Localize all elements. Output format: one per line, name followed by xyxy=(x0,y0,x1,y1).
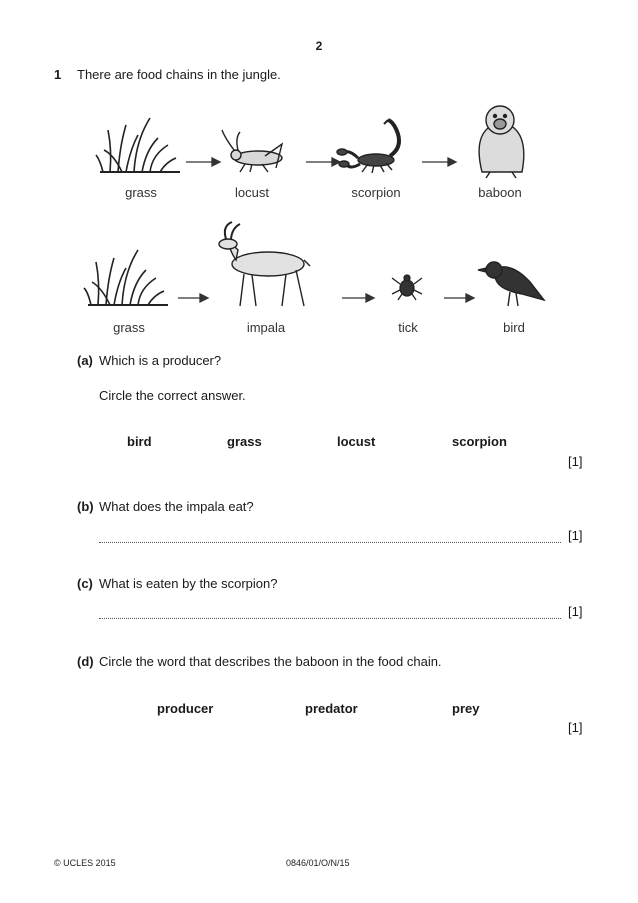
footer-copyright: © UCLES 2015 xyxy=(54,858,116,868)
chain2-label-bird: bird xyxy=(503,320,525,335)
page-number: 2 xyxy=(315,39,323,53)
option-prey[interactable]: prey xyxy=(452,701,480,716)
part-d-marks: [1] xyxy=(568,720,583,735)
part-c-answer-line[interactable] xyxy=(99,618,561,619)
chain1-label-baboon: baboon xyxy=(478,185,522,200)
part-b-answer-line[interactable] xyxy=(99,542,561,543)
food-chain-2-arrows xyxy=(0,291,638,305)
chain2-label-impala: impala xyxy=(246,320,286,335)
part-a-question: Which is a producer? xyxy=(99,353,222,368)
question-stem: There are food chains in the jungle. xyxy=(77,67,281,82)
option-predator[interactable]: predator xyxy=(305,701,358,716)
part-d-question: Circle the word that describes the baboon in the food chain. xyxy=(99,654,442,669)
footer-paper-code: 0846/01/O/N/15 xyxy=(286,858,350,868)
option-bird[interactable]: bird xyxy=(127,434,152,449)
chain1-label-locust: locust xyxy=(235,185,269,200)
part-c-question: What is eaten by the scorpion? xyxy=(99,576,278,591)
option-grass[interactable]: grass xyxy=(227,434,262,449)
part-b-label: (b) xyxy=(77,499,94,514)
food-chain-1-arrows xyxy=(0,155,638,169)
part-a-instruction: Circle the correct answer. xyxy=(99,388,246,403)
part-a-label: (a) xyxy=(77,353,93,368)
part-b-marks: [1] xyxy=(568,528,583,543)
question-number: 1 xyxy=(54,67,62,82)
option-locust[interactable]: locust xyxy=(337,434,376,449)
chain1-label-scorpion: scorpion xyxy=(351,185,401,200)
chain1-label-grass: grass xyxy=(125,185,157,200)
part-c-marks: [1] xyxy=(568,604,583,619)
chain2-label-tick: tick xyxy=(398,320,418,335)
part-a-marks: [1] xyxy=(568,454,583,469)
option-scorpion[interactable]: scorpion xyxy=(452,434,507,449)
part-c-label: (c) xyxy=(77,576,93,591)
part-d-label: (d) xyxy=(77,654,94,669)
chain2-label-grass: grass xyxy=(113,320,145,335)
part-b-question: What does the impala eat? xyxy=(99,499,254,514)
option-producer[interactable]: producer xyxy=(157,701,214,716)
